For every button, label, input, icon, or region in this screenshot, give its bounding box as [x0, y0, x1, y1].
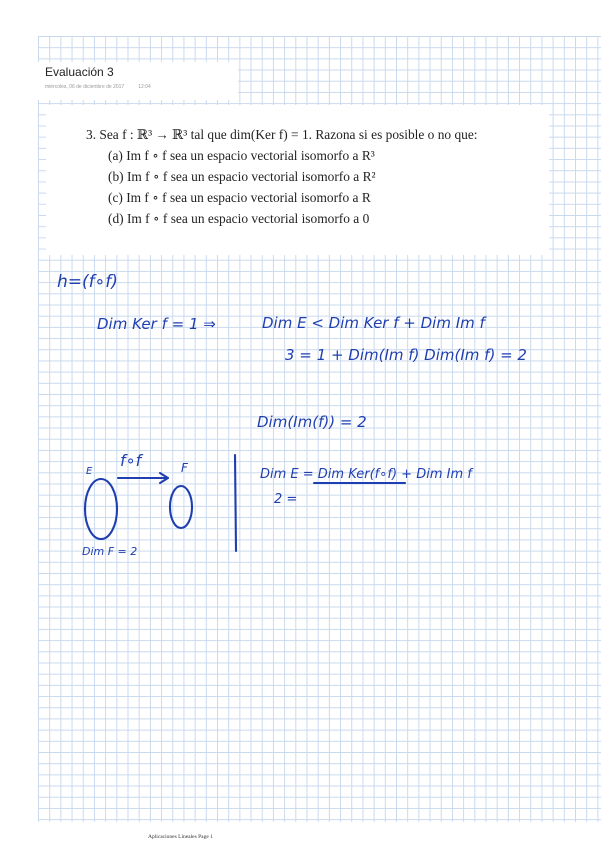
page-time: 12:04: [138, 84, 151, 90]
problem-statement: [86, 124, 478, 229]
page-date: miércoles, 06 de diciembre de 2017: [45, 84, 125, 90]
problem-item-b: (b) Im f ∘ f sea un espacio vectorial isomorfo a R²: [108, 169, 376, 184]
handwriting-line-6: Dim E = Dim Ker(f∘f) + Dim Im f: [260, 467, 472, 482]
handwriting-line-3: Dim E < Dim Ker f + Dim Im f: [262, 314, 485, 332]
page-timestamp: [45, 84, 151, 90]
handwriting-line-1-text: h=(f∘f): [57, 272, 118, 292]
handwriting-line-5: Dim(Im(f)) = 2: [257, 413, 367, 431]
handwriting-line-4: 3 = 1 + Dim(Im f) Dim(Im f) = 2: [285, 346, 527, 364]
set-label-e: E: [86, 466, 93, 477]
page-title: Evaluación 3: [45, 65, 114, 79]
problem-item-a: (a) Im f ∘ f sea un espacio vectorial isomorfo a R³: [108, 148, 375, 163]
dim-f-label: Dim F = 2: [82, 545, 138, 558]
arrow-label-fof: f∘f: [120, 451, 142, 470]
page-footer: Aplicaciones Lineales Page 1: [148, 834, 213, 840]
problem-item-c: (c) Im f ∘ f sea un espacio vectorial isomorfo a R: [108, 190, 371, 205]
set-label-f: F: [181, 461, 188, 475]
problem-text: 3. Sea f : ℝ³ → ℝ³ tal que dim(Ker f) = 1. Razona si es posible o no que:: [86, 127, 478, 142]
handwriting-line-2: Dim Ker f = 1 ⇒: [97, 315, 216, 333]
handwriting-line-7: 2 =: [274, 492, 298, 507]
problem-item-d: (d) Im f ∘ f sea un espacio vectorial isomorfo a 0: [108, 211, 370, 226]
